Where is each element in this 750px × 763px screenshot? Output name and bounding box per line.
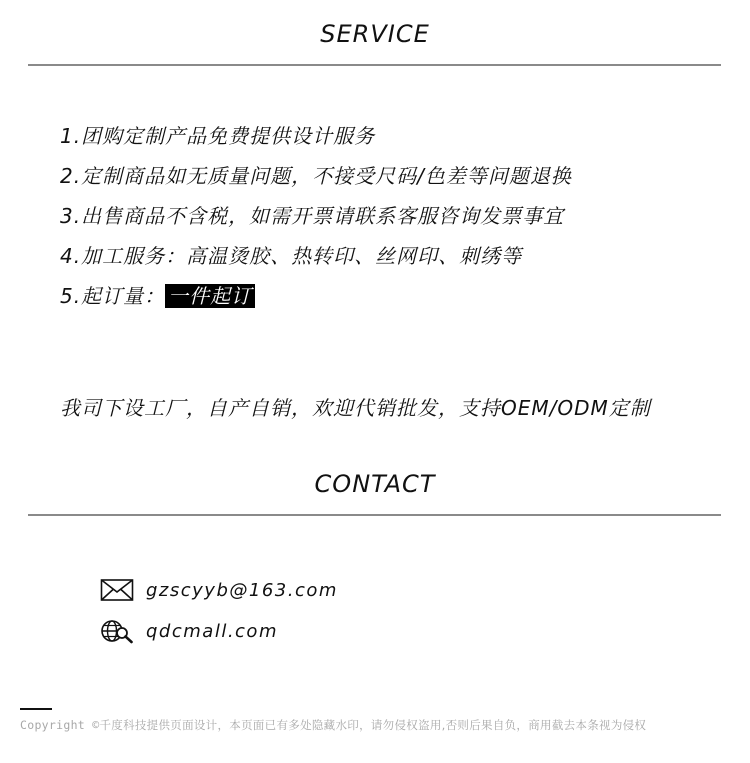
service-heading: SERVICE xyxy=(320,20,430,48)
moq-label: 5.起订量： xyxy=(60,284,166,308)
contact-divider xyxy=(28,514,721,516)
contact-email-row xyxy=(100,575,338,605)
contact-heading: CONTACT xyxy=(314,470,436,498)
service-item-2: 2.定制商品如无质量问题，不接受尺码/色差等问题退换 xyxy=(60,164,572,188)
service-item-1: 1.团购定制产品免费提供设计服务 xyxy=(60,124,376,148)
copyright-prefix: Copyright © xyxy=(20,718,100,732)
service-item-3: 3.出售商品不含税，如需开票请联系客服咨询发票事宜 xyxy=(60,204,565,228)
contact-website[interactable]: qdcmall.com xyxy=(146,620,278,642)
footer-mark xyxy=(20,708,52,710)
service-item-5 xyxy=(60,276,740,316)
moq-highlight: 一件起订 xyxy=(165,284,255,308)
contact-email[interactable]: gzscyyb@163.com xyxy=(146,579,338,601)
envelope-icon xyxy=(100,577,134,603)
service-list xyxy=(60,116,740,316)
service-item-4: 4.加工服务：高温烫胶、热转印、丝网印、刺绣等 xyxy=(60,244,523,268)
contact-website-row xyxy=(100,616,278,646)
globe-search-icon xyxy=(100,618,134,644)
service-divider xyxy=(28,64,721,66)
copyright-text: 千度科技提供页面设计，本页面已有多处隐藏水印，请勿侵权盗用,否则后果自负，商用截去本条视为侵权 xyxy=(99,718,647,732)
copyright-notice xyxy=(20,717,646,733)
factory-statement: 我司下设工厂，自产自销，欢迎代销批发，支持OEM/ODM定制 xyxy=(60,396,651,420)
